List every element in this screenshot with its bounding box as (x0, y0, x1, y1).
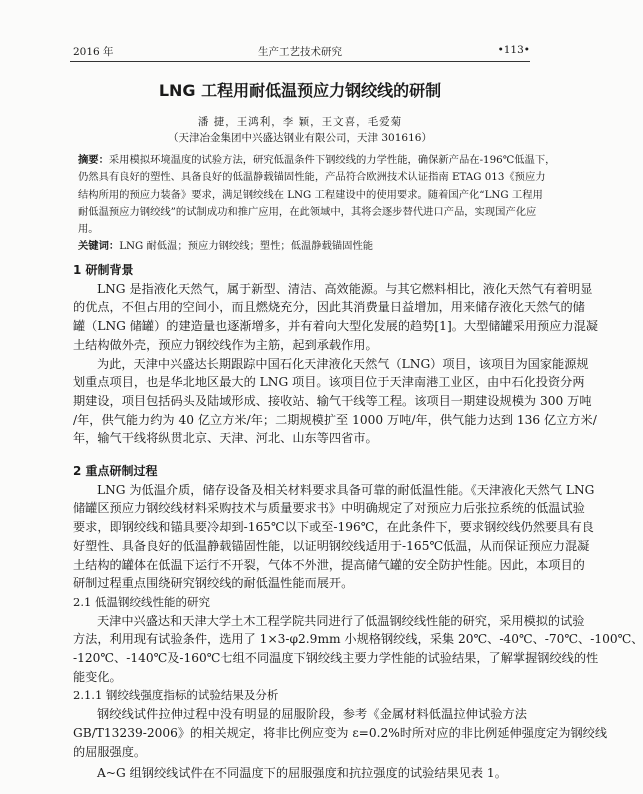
paragraph-line: 罐（LNG 储罐）的建造量也逐渐增多，并有着向大型化发展的趋势[1]。大型储罐采用预应力混凝 (73, 319, 598, 334)
header-year: 2016 年 (73, 46, 114, 58)
paragraph-line: 的优点，不但占用的空间小，而且燃烧充分，因此其消费量日益增加，用来储存液化天然气的储 (73, 300, 585, 315)
abstract-line (78, 152, 556, 169)
paragraph-line: 为此，天津中兴盛达长期跟踪中国石化天津液化天然气（LNG）项目，该项目为国家能源规 (97, 356, 589, 371)
paragraph-line: 研制过程重点围绕研究钢绞线的耐低温性能而展开。 (73, 576, 354, 591)
paragraph-line: 方法，利用现有试验条件，选用了 1×3-φ2.9mm 小规格钢绞线，采集 20℃、-40℃、-70℃、-100℃、 (73, 632, 643, 647)
header-page-number: •113• (497, 44, 530, 56)
paragraph-line: 能变化。 (73, 669, 122, 684)
paragraph-line: 天津中兴盛达和天津大学土木工程学院共同进行了低温钢绞线性能的研究，采用模拟的试验 (97, 613, 585, 628)
abstract-text: 结构所用的预应力装备》要求，满足钢绞线在 LNG 工程建设中的使用要求。随着国产化“LNG 工程用 (78, 188, 543, 201)
section-heading: 2.1 低温钢绞线性能的研究 (73, 594, 210, 609)
author-list: 潘 捷，王鸿利，李 颖，王文喜，毛爱菊 (197, 116, 403, 128)
paragraph-line: LNG 为低温介质，储存设备及相关材料要求具备可靠的耐低温性能。《天津液化天然气 LNG (97, 482, 595, 497)
paragraph-line: 划重点项目，也是华北地区最大的 LNG 项目。该项目位于天津南港工业区，由中石化投资分两 (73, 375, 585, 390)
abstract-line (78, 187, 543, 204)
abstract-label: 摘要： (78, 154, 109, 166)
paragraph-line: 土结构的罐体在低温下运行不开裂，气体不外泄，提高储气罐的安全防护性能。因此，本项目的 (73, 557, 585, 572)
paragraph-line: 期建设，项目包括码头及陆域形成、接收站、输气干线等工程。该项目一期建设规模为 300 万吨 (73, 393, 592, 408)
article-title: LNG 工程用耐低温预应力钢绞线的研制 (158, 81, 442, 100)
section-heading: 2.1.1 钢绞线强度指标的试验结果及分析 (73, 688, 279, 703)
paragraph (73, 612, 643, 687)
abstract-text: 仍然具有良好的塑性、具备良好的低温静载锚固性能，产品符合欧洲技术认证指南 ETAG 013《预应力 (78, 171, 546, 184)
paragraph-line: LNG 是指液化天然气，属于新型、清洁、高效能源。与其它燃料相比，液化天然气有着明显 (97, 281, 593, 296)
paragraph-line: GB/T13239-2006》的相关规定，将非比例应变为 ε=0.2%时所对应的非比例延伸强度定为钢绞线 (73, 725, 608, 740)
affiliation: （天津冶金集团中兴盛达钢业有限公司，天津 301616） (168, 132, 432, 144)
paragraph-line: 储罐区预应力钢绞线材料采购技术与质量要求书》中明确规定了对预应力后张拉系统的低温试验 (73, 501, 585, 516)
section-heading: 1 研制背景 (73, 263, 134, 277)
abstract-text: 耐低温预应力钢绞线”的试制成功和推广应用，在此领域中，其将会逐步替代进口产品，实现国产化应 (78, 205, 537, 218)
article-body (73, 261, 643, 783)
keywords-label: 关键词： (78, 240, 120, 253)
paragraph-line: A~G 组钢绞线试件在不同温度下的屈服强度和抗拉强度的试验结果见表 1。 (97, 766, 507, 781)
abstract-text: 用。 (78, 223, 99, 236)
paragraph-line: 好塑性、具备良好的低温静载锚固性能，以证明钢绞线适用于-165℃低温，从而保证预应力混凝 (73, 538, 590, 553)
paragraph-line: 钢绞线试件拉伸过程中没有明显的屈服阶段，参考《金属材料低温拉伸试验方法 (97, 707, 527, 722)
keywords-text: LNG 耐低温；预应力钢绞线；塑性；低温静载锚固性能 (119, 240, 374, 253)
paragraph-line: 的屈服强度。 (73, 744, 147, 759)
paragraph (73, 481, 595, 593)
paragraph-line: /年，供气能力约为 40 亿立方米/年；二期规模扩至 1000 万吨/年，供气能力达到 136 亿立方米/ (73, 412, 597, 427)
abstract (78, 152, 556, 256)
paragraph (73, 355, 597, 449)
paragraph (73, 705, 608, 761)
abstract-line (78, 221, 513, 238)
abstract-line (78, 204, 537, 221)
paragraph (73, 764, 527, 783)
paragraph-line: 要求，即钢绞线和锚具要冷却到-165℃以下或至-196℃，在此条件下，要求钢绞线仍然要具有良 (73, 520, 594, 535)
keywords-line (78, 238, 513, 255)
abstract-line (78, 169, 546, 186)
paragraph-line: 年，输气干线将纵贯北京、天津、河北、山东等四省市。 (73, 431, 378, 446)
header-journal: 生产工艺技术研究 (258, 46, 342, 58)
paragraph (73, 280, 598, 355)
paragraph-line: -120℃、-140℃及-160℃七组不同温度下钢绞线主要力学性能的试验结果，了解掌握钢绞线的性 (73, 651, 599, 666)
paragraph-line: 土结构做外壳，预应力钢绞线作为主筋，起到承载作用。 (73, 337, 378, 352)
header-rule (70, 61, 530, 62)
abstract-text: 采用模拟环境温度的试验方法，研究低温条件下钢绞线的力学性能，确保新产品在-196℃低温下， (108, 154, 556, 166)
section-heading: 2 重点研制过程 (73, 464, 158, 479)
